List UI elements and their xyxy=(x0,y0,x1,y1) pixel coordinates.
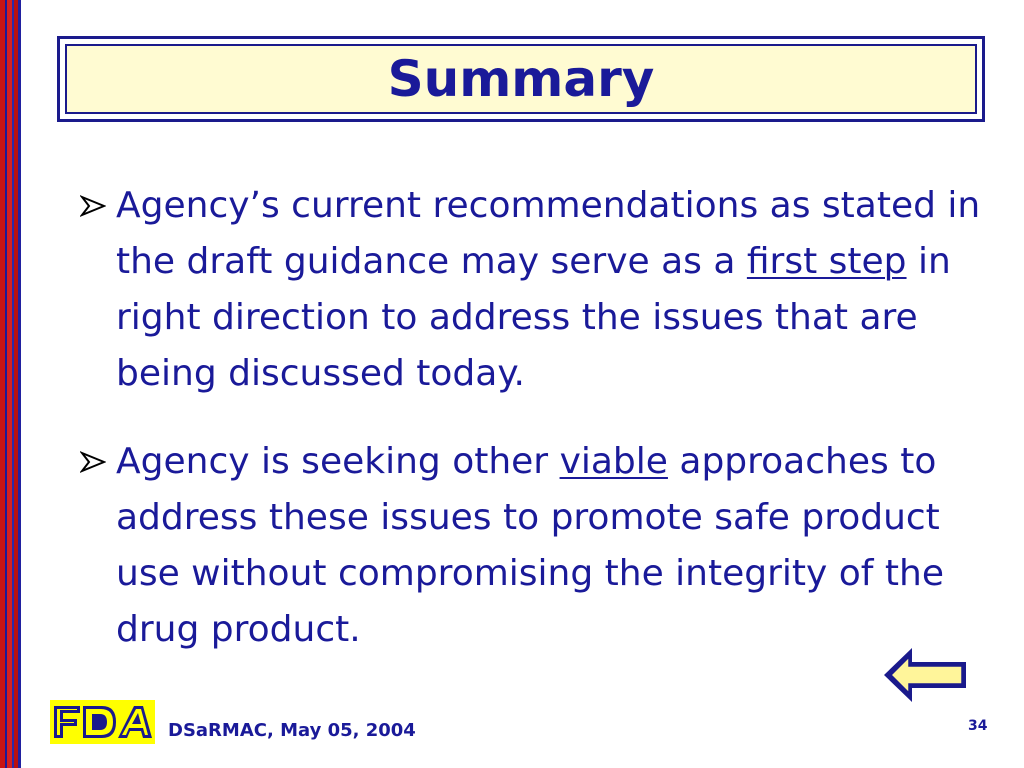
fda-logo xyxy=(50,700,155,744)
emphasized-phrase: viable xyxy=(559,441,668,482)
arrow-bullet-icon xyxy=(80,178,116,234)
bullet-text-part: in right direction to address the issues that are being discussed today. xyxy=(116,241,951,394)
bullet-item xyxy=(80,434,990,658)
bullet-text xyxy=(116,178,986,402)
slide-title: Summary xyxy=(387,50,655,108)
page-number: 34 xyxy=(968,718,988,734)
bullet-text-part: approaches to address these issues to promote safe product use without compromising the integrity of the drug product. xyxy=(116,441,944,650)
arrow-bullet-icon xyxy=(80,434,116,490)
bullet-text-part: Agency is seeking other xyxy=(116,441,560,482)
bullet-text-part: Agency’s current recommendations as stated in the draft guidance may serve as a xyxy=(116,185,981,282)
title-frame xyxy=(57,36,985,122)
title-panel xyxy=(65,44,977,114)
bullet-list xyxy=(80,178,990,690)
bullet-text xyxy=(116,434,986,658)
left-arrow-icon xyxy=(880,644,972,706)
left-stripe-decoration xyxy=(0,0,24,768)
back-button[interactable] xyxy=(880,644,972,706)
bullet-item xyxy=(80,178,990,402)
emphasized-phrase: first step xyxy=(746,241,907,282)
footer-text: DSaRMAC, May 05, 2004 xyxy=(168,720,416,741)
